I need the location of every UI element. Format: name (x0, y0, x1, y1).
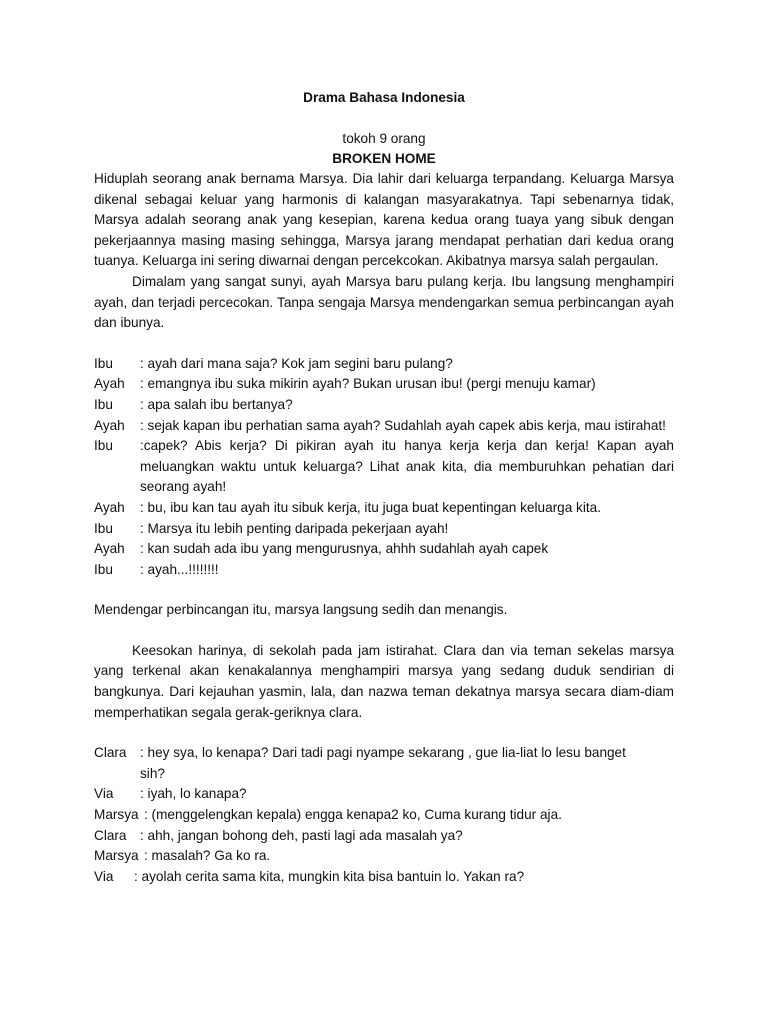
speaker-name: Via (94, 786, 114, 802)
dialog-line (94, 826, 674, 847)
dialog-text: :capek? Abis kerja? Di pikiran ayah itu hanya kerja kerja dan kerja! Kapan ayah meluangkan waktu untuk keluarga? Lihat anak kita, dia memburuhkan pehatian dari seorang ayah! (140, 438, 674, 495)
scene2-paragraph: Keesokan harinya, di sekolah pada jam istirahat. Clara dan via teman sekelas marsya yang terkenal akan kenakalannya menghampiri marsya yang sedang duduk sendirian di bangkunya. Dari kejauhan yasmin, lala, dan nazwa teman dekatnya marsya secara diam-diam memperhatikan segala gerak-geriknya clara. (94, 642, 674, 720)
dialog-line (94, 436, 674, 498)
dialog-line (94, 846, 674, 867)
dialog-block-2 (94, 743, 674, 887)
spacer (94, 621, 674, 641)
play-title: BROKEN HOME (332, 151, 436, 166)
speaker-name: Ibu (94, 396, 113, 412)
dialog-text: : sejak kapan ibu perhatian sama ayah? Sudahlah ayah capek abis kerja, mau istirahat! (140, 417, 666, 433)
dialog-text: : (menggelengkan kepala) engga kenapa2 ko, Cuma kurang tidur aja. (144, 807, 562, 823)
dialog-text: : kan sudah ada ibu yang mengurusnya, ahhh sudahlah ayah capek (140, 541, 549, 557)
speaker-name: Clara (94, 827, 127, 843)
dialog-line (94, 560, 674, 581)
dialog-text: : emangnya ibu suka mikirin ayah? Bukan urusan ibu! (pergi menuju kamar) (140, 376, 596, 392)
speaker-name: Ibu (94, 520, 113, 536)
scene1-paragraph: Dimalam yang sangat sunyi, ayah Marsya baru pulang kerja. Ibu langsung menghampiri ayah, dan terjadi percecokan. Tanpa sengaja Marsya mendengarkan semua perbincangan ayah dan ibunya. (94, 273, 674, 331)
speaker-name: Marsya (94, 848, 139, 864)
dialog-line (94, 416, 674, 437)
dialog-line (94, 519, 674, 540)
speaker-name: Ibu (94, 355, 113, 371)
dialog-line (94, 498, 674, 519)
dialog-text: : iyah, lo kanapa? (140, 786, 247, 802)
speaker-name: Ayah (94, 499, 125, 515)
dialog-line (94, 867, 674, 888)
dialog-line (94, 805, 674, 826)
document-heading: Drama Bahasa Indonesia (303, 90, 465, 105)
dialog-line (94, 784, 674, 805)
dialog-line (94, 539, 674, 560)
spacer (94, 723, 674, 743)
speaker-name: Ibu (94, 438, 113, 454)
dialog-text: : hey sya, lo kenapa? Dari tadi pagi nyampe sekarang , gue lia-liat lo lesu banget sih? (140, 745, 626, 781)
speaker-name: Via (94, 868, 114, 884)
dialog-line (94, 374, 674, 395)
dialog-text: : ayolah cerita sama kita, mungkin kita bisa bantuin lo. Yakan ra? (134, 868, 525, 884)
speaker-name: Ayah (94, 541, 125, 557)
dialog-text: : ayah...!!!!!!!! (140, 561, 219, 577)
intro-paragraph: Hiduplah seorang anak bernama Marsya. Dia lahir dari keluarga terpandang. Keluarga Marsya dikenal sebagai keluar yang harmonis di kalangan masyarakatnya. Tapi sebenarnya tidak, Marsya adalah seorang anak yang kesepian, karena kedua orang tuaya yang sibuk dengan pekerjaannya masing masing sehingga, Marsya jarang mendapat perhatian dari kedua orang tuanya. Keluarga ini sering diwarnai dengan percekcokan. Akibatnya marsya salah pergaulan. (94, 171, 674, 269)
dialog-text: : bu, ibu kan tau ayah itu sibuk kerja, itu juga buat kepentingan keluarga kita. (140, 499, 601, 515)
document-page (94, 88, 674, 887)
spacer (94, 580, 674, 600)
dialog-text: : ayah dari mana saja? Kok jam segini baru pulang? (140, 355, 453, 371)
speaker-name: Ayah (94, 376, 125, 392)
dialog-text: : Marsya itu lebih penting daripada pekerjaan ayah! (140, 520, 449, 536)
dialog-line (94, 743, 674, 784)
dialog-text: : masalah? Ga ko ra. (144, 848, 271, 864)
dialog-line (94, 354, 674, 375)
speaker-name: Marsya (94, 807, 139, 823)
speaker-name: Clara (94, 745, 127, 761)
speaker-name: Ibu (94, 561, 113, 577)
spacer (94, 334, 674, 354)
dialog-text: : apa salah ibu bertanya? (140, 396, 293, 412)
dialog-line (94, 395, 674, 416)
cast-count: tokoh 9 orang (342, 131, 426, 146)
dialog-block-1 (94, 354, 674, 581)
dialog-text: : ahh, jangan bohong deh, pasti lagi ada masalah ya? (140, 827, 463, 843)
speaker-name: Ayah (94, 417, 125, 433)
reaction-paragraph: Mendengar perbincangan itu, marsya langsung sedih dan menangis. (94, 602, 508, 618)
spacer (94, 108, 674, 128)
